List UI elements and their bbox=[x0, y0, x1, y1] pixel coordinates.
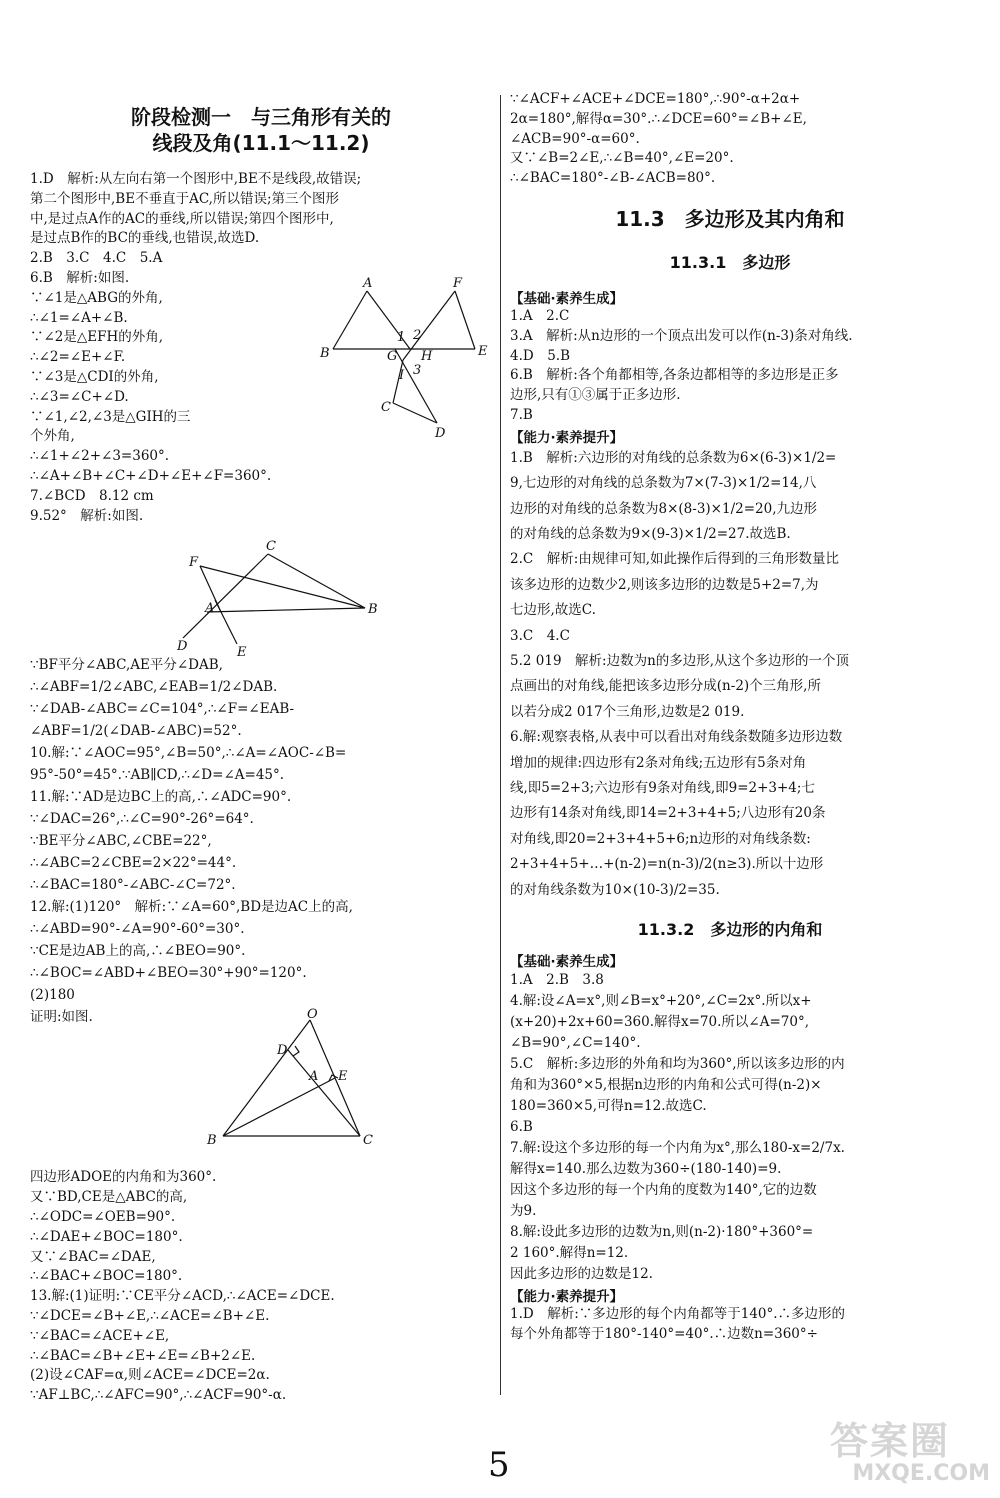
text-line: 第二个图形中,BE不垂直于AC,所以错误;第三个图形 bbox=[30, 190, 340, 207]
fig2-label-A: A bbox=[205, 601, 215, 616]
text-line: ∴∠1=∠A+∠B. bbox=[30, 309, 128, 326]
fig1-label-A: A bbox=[363, 276, 373, 291]
text-line: ∵∠BAC=∠ACE+∠E, bbox=[30, 1327, 170, 1344]
fig3-label-O: O bbox=[307, 1008, 318, 1022]
text-line: ∵CE是边AB上的高,∴∠BEO=90°. bbox=[30, 943, 246, 960]
text-line: ∴∠BAC=180°-∠ABC-∠C=72°. bbox=[30, 877, 236, 894]
subsection-heading-11-3-2: 11.3.2 多边形的内角和 bbox=[637, 920, 823, 940]
text-line: 2 160°.解得n=12. bbox=[510, 1245, 629, 1262]
text-line: ∵∠1是△ABG的外角, bbox=[30, 289, 163, 306]
text-line: 2α=180°,解得α=30°.∴∠DCE=60°=∠B+∠E, bbox=[510, 110, 807, 127]
text-line: ∴∠DAE+∠BOC=180°. bbox=[30, 1228, 183, 1245]
text-line: ∵∠DAB-∠ABC=∠C=104°,∴∠F=∠EAB- bbox=[30, 701, 295, 718]
text-line: 1.B 解析:六边形的对角线的总条数为6×(6-3)×1/2= bbox=[510, 449, 837, 466]
text-line: (x+20)+2x+60=360.解得x=70.所以∠A=70°, bbox=[510, 1014, 809, 1031]
fig2-label-C: C bbox=[266, 540, 276, 554]
text-line: ∠B=90°,∠C=140°. bbox=[510, 1035, 641, 1052]
text-line: 增加的规律:四边形有2条对角线;五边形有5条对角 bbox=[510, 754, 807, 771]
text-line: 中,是过点A作的AC的垂线,所以错误;第四个图形中, bbox=[30, 210, 334, 227]
text-line: 每个外角都等于180°-140°=40°.∴边数n=360°÷ bbox=[510, 1325, 818, 1342]
answers-continued bbox=[510, 90, 950, 189]
text-line: ∴∠BAC=∠B+∠E+∠E=∠B+2∠E. bbox=[30, 1347, 256, 1364]
fig3-label-A: A bbox=[309, 1069, 319, 1084]
text-line: 该多边形的边数少2,则该多边形的边数是5+2=7,为 bbox=[510, 576, 819, 593]
text-line: 180=360×5,可得n=12.故选C. bbox=[510, 1098, 707, 1115]
watermark bbox=[830, 1420, 990, 1492]
text-line: ∴∠ODC=∠OEB=90°. bbox=[30, 1208, 176, 1225]
answers-block-c bbox=[30, 1168, 492, 1406]
text-line: ∴∠BAC=180°-∠B-∠ACB=80°. bbox=[510, 170, 716, 187]
right-column bbox=[510, 0, 950, 1345]
text-line: 四边形ADOE的内角和为360°. bbox=[30, 1169, 217, 1186]
fig3-label-C: C bbox=[363, 1133, 373, 1148]
figure-q9 bbox=[175, 540, 390, 660]
text-line: 点画出的对角线,能把该多边形分成(n-2)个三角形,所 bbox=[510, 678, 821, 695]
fig3-label-D: D bbox=[277, 1043, 288, 1058]
text-line: 10.解:∵∠AOC=95°,∠B=50°,∴∠A=∠AOC-∠B= bbox=[30, 745, 347, 762]
text-line: 因这个多边形的每一个内角的度数为140°,它的边数 bbox=[510, 1182, 817, 1199]
text-line: ∴∠BOC=∠ABD+∠BEO=30°+90°=120°. bbox=[30, 965, 307, 982]
text-line: 6.B 解析:如图. bbox=[30, 269, 130, 286]
basic-section-label-2: 【基础·素养生成】 bbox=[510, 954, 624, 971]
text-line: 1.D 解析:从左向右第一个图形中,BE不是线段,故错误; bbox=[30, 171, 362, 187]
fig3-label-B: B bbox=[207, 1133, 217, 1148]
text-line: 2.C 解析:由规律可知,如此操作后得到的三角形数量比 bbox=[510, 551, 840, 568]
text-line: ∵∠DCE=∠B+∠E,∴∠ACE=∠B+∠E. bbox=[30, 1307, 270, 1324]
column-divider bbox=[500, 95, 501, 1395]
left-column bbox=[30, 0, 492, 1406]
text-line: ∵AF⊥BC,∴∠AFC=90°,∴∠ACF=90°-α. bbox=[30, 1387, 287, 1404]
text-line: ∴∠3=∠C+∠D. bbox=[30, 388, 129, 405]
text-line: ∠ACB=90°-α=60°. bbox=[510, 130, 640, 147]
text-line: ∴∠BAC+∠BOC=180°. bbox=[30, 1268, 183, 1285]
text-line: 边形有14条对角线,即14=2+3+4+5;八边形有20条 bbox=[510, 805, 826, 822]
text-line: 1.A 2.C bbox=[510, 307, 570, 324]
text-line: 4.解:设∠A=x°,则∠B=x°+20°,∠C=2x°.所以x+ bbox=[510, 993, 812, 1010]
section-title-line1: 阶段检测一 与三角形有关的 bbox=[131, 105, 391, 129]
text-line: 个外角, bbox=[30, 428, 75, 445]
fig3-label-E: E bbox=[338, 1069, 348, 1084]
text-line: ∴∠2=∠E+∠F. bbox=[30, 349, 126, 366]
text-line: ∴∠ABD=90°-∠A=90°-60°=30°. bbox=[30, 921, 245, 938]
text-line: 证明:如图. bbox=[30, 1009, 93, 1026]
text-line: 5.2 019 解析:边数为n的多边形,从这个多边形的一个顶 bbox=[510, 653, 850, 670]
text-line: 解得x=140.那么边数为360÷(180-140)=9. bbox=[510, 1161, 782, 1178]
ability-section-label-1: 【能力·素养提升】 bbox=[510, 429, 624, 446]
answers-block-b bbox=[30, 654, 492, 1028]
fig1-label-C: C bbox=[381, 400, 391, 415]
text-line: ∵∠DAC=26°,∴∠C=90°-26°=64°. bbox=[30, 811, 254, 828]
figure-q12 bbox=[205, 1008, 380, 1148]
text-line: ∠ABF=1/2(∠DAB-∠ABC)=52°. bbox=[30, 723, 242, 740]
text-line: 6.B bbox=[510, 1119, 533, 1136]
text-line: 8.解:设此多边形的边数为n,则(n-2)·180°+360°= bbox=[510, 1224, 814, 1241]
text-line: 又∵BD,CE是△ABC的高, bbox=[30, 1189, 188, 1206]
section-heading-11-3: 11.3 多边形及其内角和 bbox=[615, 206, 845, 231]
text-line: 13.解:(1)证明:∵CE平分∠ACD,∴∠ACE=∠DCE. bbox=[30, 1288, 335, 1305]
text-line: 对角线,即20=2+3+4+5+6;n边形的对角线条数: bbox=[510, 830, 811, 847]
subsection-heading-11-3-1: 11.3.1 多边形 bbox=[669, 252, 791, 272]
text-line: 5.C 解析:多边形的外角和均为360°,所以该多边形的内 bbox=[510, 1056, 845, 1073]
ability-answers-1 bbox=[510, 446, 950, 903]
text-line: 3.A 解析:从n边形的一个顶点出发可以作(n-3)条对角线. bbox=[510, 327, 853, 344]
text-line: 是过点B作的BC的垂线,也错误,故选D. bbox=[30, 230, 260, 247]
text-line: 4.D 5.B bbox=[510, 347, 571, 364]
text-line: 3.C 4.C bbox=[510, 627, 570, 644]
text-line: ∵BE平分∠ABC,∠CBE=22°, bbox=[30, 833, 212, 850]
fig1-label-3: 3 bbox=[413, 363, 422, 378]
fig1-label-G: G bbox=[387, 349, 398, 364]
figure-q6 bbox=[315, 275, 500, 440]
text-line: ∵BF平分∠ABC,AE平分∠DAB, bbox=[30, 657, 223, 674]
text-line: 边形的对角线的总条数为8×(8-3)×1/2=20,九边形 bbox=[510, 500, 817, 517]
text-line: 边形,只有①③属于正多边形. bbox=[510, 387, 681, 404]
text-line: 1.A 2.B 3.8 bbox=[510, 972, 604, 989]
text-line: 2.B 3.C 4.C 5.A bbox=[30, 250, 163, 267]
text-line: 为9. bbox=[510, 1203, 537, 1220]
text-line: 以若分成2 017个三角形,边数是2 019. bbox=[510, 703, 745, 720]
text-line: ∵∠2是△EFH的外角, bbox=[30, 329, 164, 346]
fig1-label-I: I bbox=[399, 368, 405, 383]
text-line: ∴∠ABF=1/2∠ABC,∠EAB=1/2∠DAB. bbox=[30, 679, 278, 696]
text-line: ∵∠1,∠2,∠3是△GIH的三 bbox=[30, 408, 191, 425]
ability-answers-2 bbox=[510, 1305, 950, 1345]
text-line: 7.解:设这个多边形的每一个内角为x°,那么180-x=2/7x. bbox=[510, 1140, 845, 1157]
fig1-label-B: B bbox=[320, 346, 330, 361]
watermark-logo-text: 答案圈 bbox=[830, 1419, 951, 1463]
text-line: 6.解:观察表格,从表中可以看出对角线条数随多边形边数 bbox=[510, 729, 843, 746]
page-number: 5 bbox=[488, 1445, 510, 1485]
watermark-url: MXQE.COM bbox=[852, 1461, 990, 1486]
text-line: 6.B 解析:各个角都相等,各条边都相等的多边形是正多 bbox=[510, 367, 839, 384]
text-line: 95°-50°=45°.∵AB∥CD,∴∠D=∠A=45°. bbox=[30, 767, 285, 784]
text-line: 11.解:∵AD是边BC上的高,∴∠ADC=90°. bbox=[30, 789, 292, 806]
text-line: ∵∠3是△CDI的外角, bbox=[30, 368, 159, 385]
text-line: 的对角线条数为10×(10-3)/2=35. bbox=[510, 881, 720, 898]
text-line: 角和为360°×5,根据n边形的内角和公式可得(n-2)× bbox=[510, 1077, 822, 1094]
section-title-line2: 线段及角(11.1～11.2) bbox=[152, 131, 370, 155]
text-line: 1.D 解析:∵多边形的每个内角都等于140°.∴多边形的 bbox=[510, 1306, 846, 1323]
text-line: 又∵∠BAC=∠DAE, bbox=[30, 1248, 156, 1265]
basic-answers-1 bbox=[510, 307, 950, 426]
fig1-label-D: D bbox=[435, 426, 446, 440]
fig2-label-B: B bbox=[368, 602, 378, 617]
text-line: ∴∠A+∠B+∠C+∠D+∠E+∠F=360°. bbox=[30, 467, 272, 484]
text-line: ∵∠ACF+∠ACE+∠DCE=180°,∴90°-α+2α+ bbox=[510, 91, 801, 107]
text-line: (2)设∠CAF=α,则∠ACE=∠DCE=2α. bbox=[30, 1367, 270, 1384]
text-line: 7.B bbox=[510, 406, 533, 423]
text-line: 9,七边形的对角线的总条数为7×(7-3)×1/2=14,八 bbox=[510, 475, 817, 492]
basic-answers-2 bbox=[510, 970, 950, 1285]
text-line: 七边形,故选C. bbox=[510, 602, 596, 619]
text-line: 9.52° 解析:如图. bbox=[30, 507, 144, 524]
text-line: 2+3+4+5+…+(n-2)=n(n-3)/2(n≥3).所以十边形 bbox=[510, 856, 824, 873]
fig1-label-2: 2 bbox=[413, 328, 422, 343]
text-line: 因此多边形的边数是12. bbox=[510, 1266, 653, 1283]
fig2-label-D: D bbox=[177, 639, 188, 654]
text-line: ∴∠1+∠2+∠3=360°. bbox=[30, 448, 170, 465]
text-line: 12.解:(1)120° 解析:∵∠A=60°,BD是边AC上的高, bbox=[30, 899, 353, 916]
text-line: (2)180 bbox=[30, 987, 75, 1004]
fig2-label-E: E bbox=[237, 645, 247, 660]
text-line: 7.∠BCD 8.12 cm bbox=[30, 487, 154, 504]
text-line: 又∵∠B=2∠E,∴∠B=40°,∠E=20°. bbox=[510, 150, 734, 167]
text-line: 的对角线的总条数为9×(9-3)×1/2=27.故选B. bbox=[510, 525, 791, 542]
fig1-label-E: E bbox=[478, 344, 488, 359]
ability-section-label-2: 【能力·素养提升】 bbox=[510, 1289, 624, 1306]
basic-section-label-1: 【基础·素养生成】 bbox=[510, 290, 624, 307]
fig1-label-F: F bbox=[453, 276, 463, 291]
fig1-label-1: 1 bbox=[397, 330, 406, 345]
fig2-label-F: F bbox=[189, 555, 199, 570]
fig1-label-H: H bbox=[421, 349, 433, 364]
text-line: ∴∠ABC=2∠CBE=2×22°=44°. bbox=[30, 855, 237, 872]
text-line: 线,即5=2+3;六边形有9条对角线,即9=2+3+4;七 bbox=[510, 780, 815, 797]
